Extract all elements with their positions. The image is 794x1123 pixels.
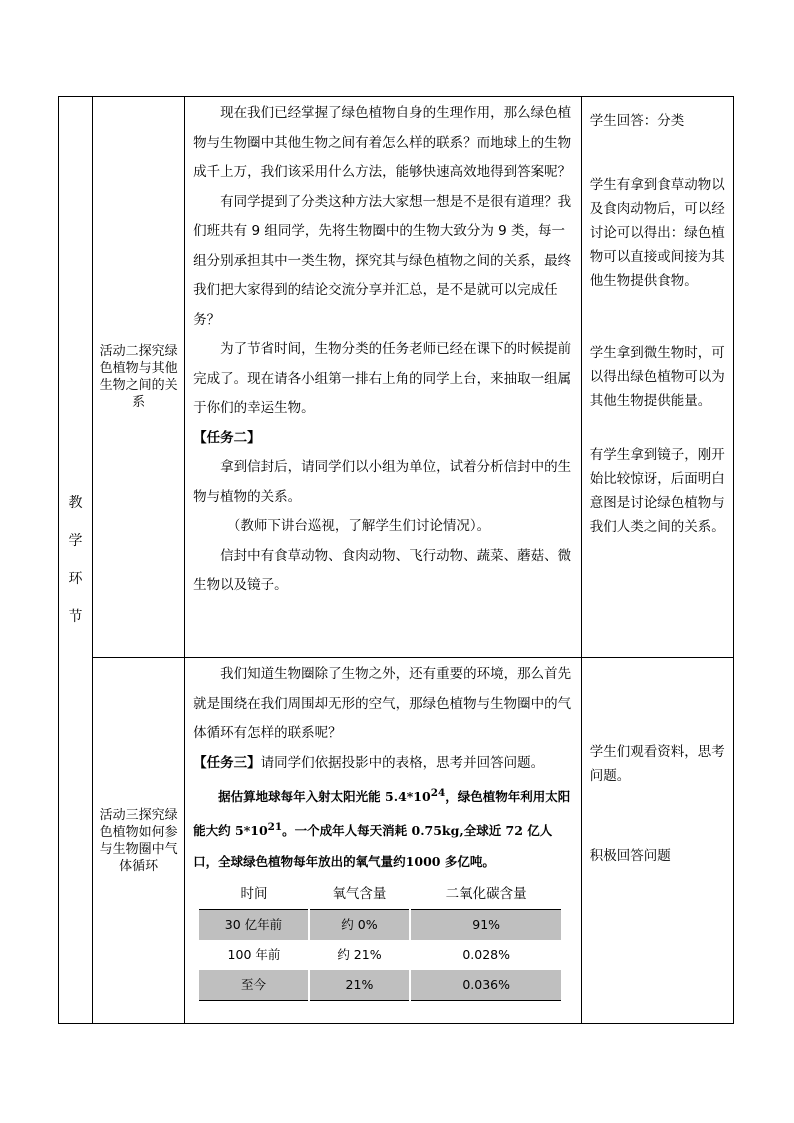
table-header-row xyxy=(199,879,562,910)
gas-content-table xyxy=(199,879,563,1001)
data-text: 。一个成年人每天消耗 0.75kg,全球近 72 亿人口，全球绿色植物每年放出的氧气量约1000 多亿吨。 xyxy=(193,823,553,870)
table-cell: 至今 xyxy=(199,970,309,1001)
table-row xyxy=(199,970,562,1001)
table-row xyxy=(199,910,562,941)
paragraph: 信封中有食草动物、食肉动物、飞行动物、蔬菜、蘑菇、微生物以及镜子。 xyxy=(193,547,572,593)
table-cell: 0.036% xyxy=(410,970,562,1001)
activity2-title: 活动二探究绿色植物与其他生物之间的关系 xyxy=(93,97,185,658)
student-response: 学生有拿到食草动物以及食肉动物后，可以经讨论可以得出：绿色植物可以直接或间接为其他生物提供食物。 xyxy=(589,177,725,289)
activity3-title: 活动三探究绿色植物如何参与生物圈中气体循环 xyxy=(93,658,185,1024)
section-label-char: 环 xyxy=(68,571,83,587)
activity2-student-responses xyxy=(581,97,733,658)
student-response: 学生回答：分类 xyxy=(589,113,685,129)
activity2-row xyxy=(59,97,734,658)
table-row xyxy=(199,940,562,970)
lesson-table xyxy=(58,96,734,1024)
student-response: 积极回答问题 xyxy=(589,848,671,864)
activity2-content xyxy=(185,97,582,658)
paragraph: 有同学提到了分类这种方法大家想一想是不是很有道理？我们班共有 9 组同学，先将生物圈中的生物大致分为 9 类，每一组分别承担其中一类生物，探究其与绿色植物之间的关系，最终我们把大家得到的结论交流分享并汇总，是不是就可以完成任务？ xyxy=(193,193,572,328)
data-text: ，绿色植物年利用太阳能大约 5*10 xyxy=(193,789,571,839)
table-cell: 约 0% xyxy=(309,910,410,941)
table-cell: 91% xyxy=(410,910,562,941)
paragraph: 现在我们已经掌握了绿色植物自身的生理作用，那么绿色植物与生物圈中其他生物之间有着怎么样的联系？而地球上的生物成千上万，我们该采用什么方法，能够快速高效地得到答案呢？ xyxy=(193,105,572,180)
task-text: 请同学们依据投影中的表格，思考并回答问题。 xyxy=(260,754,545,771)
section-label-char: 学 xyxy=(68,533,83,549)
table-cell: 30 亿年前 xyxy=(199,910,309,941)
task-label: 【任务二】 xyxy=(193,429,261,446)
activity3-content xyxy=(185,658,582,1024)
task-label: 【任务三】 xyxy=(193,754,261,771)
paragraph: 我们知道生物圈除了生物之外，还有重要的环境，那么首先就是围绕在我们周围却无形的空气，那绿色植物与生物圈中的气体循环有怎样的联系呢？ xyxy=(193,666,572,741)
student-response: 有学生拿到镜子，刚开始比较惊讶，后面明白意图是讨论绿色植物与我们人类之间的关系。 xyxy=(589,447,725,535)
table-header: 氧气含量 xyxy=(309,879,410,910)
table-cell: 21% xyxy=(309,970,410,1001)
data-exponent: 24 xyxy=(430,787,446,799)
table-cell: 100 年前 xyxy=(227,947,281,963)
table-cell: 0.028% xyxy=(462,947,510,963)
section-label xyxy=(59,97,93,1024)
table-cell: 约 21% xyxy=(337,947,382,963)
paragraph: 拿到信封后，请同学们以小组为单位，试着分析信封中的生物与植物的关系。 xyxy=(193,459,572,505)
task3-line xyxy=(193,749,575,779)
activity3-student-responses xyxy=(581,658,733,1024)
table-header: 二氧化碳含量 xyxy=(410,879,562,910)
data-exponent: 21 xyxy=(267,821,283,834)
paragraph: （教师下讲台巡视，了解学生们讨论情况）。 xyxy=(226,518,491,534)
data-paragraph xyxy=(193,778,575,877)
activity3-row xyxy=(59,658,734,1024)
section-label-char: 节 xyxy=(68,609,83,625)
student-response: 学生们观看资料，思考问题。 xyxy=(589,744,725,784)
paragraph: 为了节省时间，生物分类的任务老师已经在课下的时候提前完成了。现在请各小组第一排右上角的同学上台，来抽取一组属于你们的幸运生物。 xyxy=(193,341,572,416)
section-label-char: 教 xyxy=(68,495,83,511)
student-response: 学生拿到微生物时，可以得出绿色植物可以为其他生物提供能量。 xyxy=(589,345,725,409)
table-header: 时间 xyxy=(199,879,309,910)
data-text: 据估算地球每年入射太阳光能 5.4*10 xyxy=(218,789,431,805)
